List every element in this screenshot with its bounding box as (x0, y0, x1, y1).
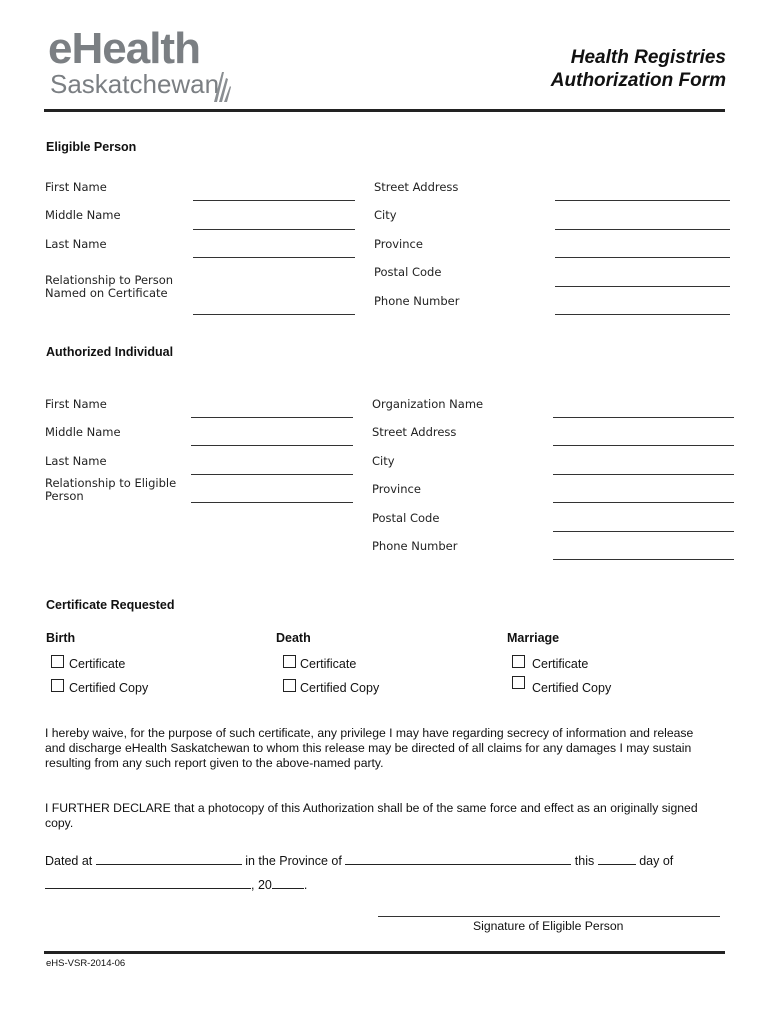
ai-middle-name-field[interactable] (191, 445, 353, 446)
ai-relationship-field[interactable] (191, 502, 353, 503)
month-field[interactable] (45, 877, 251, 889)
day-of-label: day of (639, 854, 674, 868)
ep-middle-name-label: Middle Name (45, 208, 121, 222)
death-column-title: Death (276, 631, 311, 645)
this-label: this (574, 854, 595, 868)
declaration-line-1: I FURTHER DECLARE that a photocopy of this Authorization shall be of the same force and effect as an originally signed (45, 801, 698, 815)
ep-phone-field[interactable] (555, 314, 730, 315)
waiver-line-3: resulting from any such report given to the above-named party. (45, 756, 384, 770)
ai-relationship-label-2: Person (45, 489, 84, 503)
marriage-certified-copy-label: Certified Copy (532, 681, 612, 695)
dated-at-label: Dated at (45, 854, 93, 868)
date-year-line (45, 877, 307, 892)
day-field[interactable] (598, 853, 636, 865)
ai-postal-label: Postal Code (372, 511, 440, 525)
ep-last-name-label: Last Name (45, 237, 107, 251)
ep-province-label: Province (374, 237, 423, 251)
marriage-certificate-label: Certificate (532, 657, 589, 671)
marriage-column-title: Marriage (507, 631, 560, 645)
birth-certificate-label: Certificate (69, 657, 126, 671)
ep-province-field[interactable] (555, 257, 730, 258)
ai-city-label: City (372, 454, 395, 468)
eligible-person-heading: Eligible Person (46, 140, 137, 154)
declaration-paragraph (45, 801, 735, 831)
waiver-line-2: and discharge eHealth Saskatchewan to whom this release may be directed of all claims for any damages I may sustain (45, 741, 692, 755)
page-title (551, 46, 726, 92)
death-certificate-label: Certificate (300, 657, 357, 671)
ep-relationship-field[interactable] (193, 314, 355, 315)
header-divider (44, 109, 725, 112)
in-province-label: in the Province of (245, 854, 342, 868)
birth-certified-copy-label: Certified Copy (69, 681, 149, 695)
ai-last-name-field[interactable] (191, 474, 353, 475)
birth-certified-copy-checkbox[interactable] (51, 679, 64, 692)
ep-city-field[interactable] (555, 229, 730, 230)
logo-main-text: eHealth (48, 24, 200, 73)
signature-field[interactable] (378, 916, 720, 917)
ep-street-field[interactable] (555, 200, 730, 201)
ep-first-name-label: First Name (45, 180, 107, 194)
birth-certificate-checkbox[interactable] (51, 655, 64, 668)
ep-middle-name-field[interactable] (193, 229, 355, 230)
ai-org-field[interactable] (553, 417, 734, 418)
ai-org-label: Organization Name (372, 397, 484, 411)
ep-last-name-field[interactable] (193, 257, 355, 258)
ep-postal-field[interactable] (555, 286, 730, 287)
year-field[interactable] (272, 877, 304, 889)
ep-phone-label: Phone Number (374, 294, 460, 308)
authorized-individual-heading: Authorized Individual (46, 345, 174, 359)
logo-sub-text: Saskatchewan (50, 69, 220, 99)
ai-province-field[interactable] (553, 502, 734, 503)
marriage-certificate-checkbox[interactable] (512, 655, 525, 668)
ai-relationship-label: Relationship to Eligible (45, 476, 177, 490)
ai-postal-field[interactable] (553, 531, 734, 532)
ai-province-label: Province (372, 482, 421, 496)
waiver-line-1: I hereby waive, for the purpose of such certificate, any privilege I may have regarding secrecy of information and release (45, 726, 694, 740)
death-certified-copy-checkbox[interactable] (283, 679, 296, 692)
ep-relationship-label: Relationship to Person (45, 273, 174, 287)
footer-divider (44, 951, 725, 954)
ep-postal-label: Postal Code (374, 265, 442, 279)
logo (48, 26, 248, 106)
dated-at-field[interactable] (96, 853, 242, 865)
birth-column-title: Birth (46, 631, 76, 645)
province-field[interactable] (345, 853, 571, 865)
ep-relationship-label-2: Named on Certificate (45, 286, 168, 300)
dated-line (45, 853, 673, 868)
certificate-requested-heading: Certificate Requested (46, 598, 175, 612)
ai-phone-label: Phone Number (372, 539, 458, 553)
ai-last-name-label: Last Name (45, 454, 107, 468)
ep-first-name-field[interactable] (193, 200, 355, 201)
ai-first-name-field[interactable] (191, 417, 353, 418)
ai-first-name-label: First Name (45, 397, 107, 411)
title-line-2: Authorization Form (550, 70, 726, 91)
ai-street-label: Street Address (372, 425, 457, 439)
title-line-1: Health Registries (570, 47, 726, 68)
ai-middle-name-label: Middle Name (45, 425, 121, 439)
wheat-icon (210, 68, 232, 104)
marriage-certified-copy-checkbox[interactable] (512, 676, 525, 689)
waiver-paragraph (45, 726, 735, 771)
ai-phone-field[interactable] (553, 559, 734, 560)
ep-street-label: Street Address (374, 180, 459, 194)
ep-city-label: City (374, 208, 397, 222)
ai-street-field[interactable] (553, 445, 734, 446)
year-prefix: , 20 (251, 878, 272, 892)
declaration-line-2: copy. (45, 816, 74, 830)
signature-label: Signature of Eligible Person (473, 919, 624, 933)
death-certificate-checkbox[interactable] (283, 655, 296, 668)
ai-city-field[interactable] (553, 474, 734, 475)
year-suffix: . (303, 878, 308, 892)
form-code: eHS-VSR-2014-06 (46, 958, 126, 969)
death-certified-copy-label: Certified Copy (300, 681, 380, 695)
